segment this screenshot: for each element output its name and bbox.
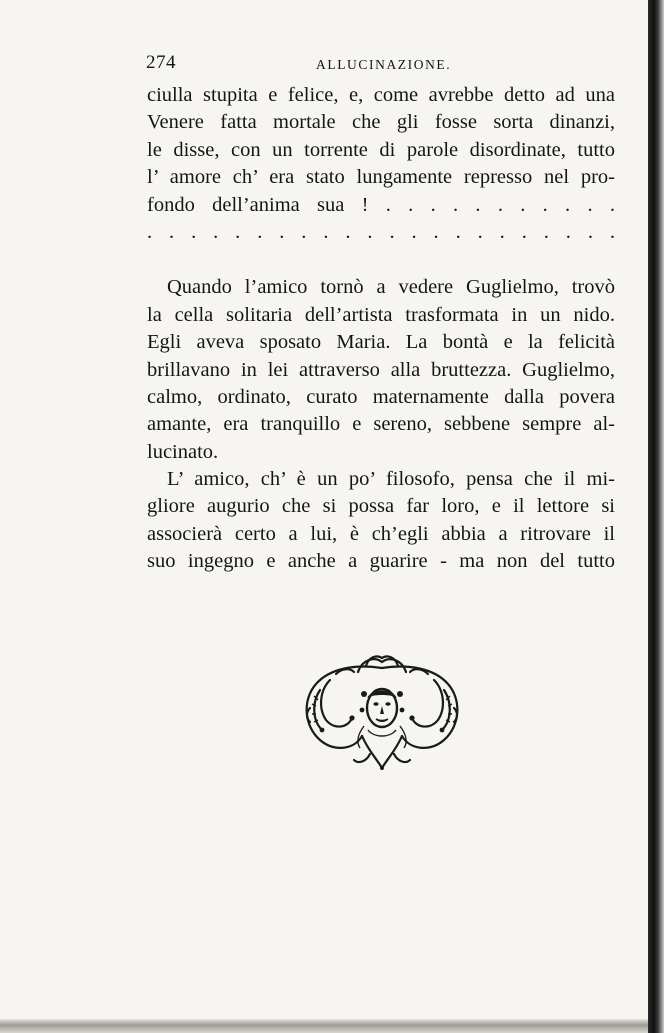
text-line: Venere fatta mortale che gli fosse sorta dinanzi,	[147, 111, 615, 134]
paragraph	[147, 466, 615, 576]
text-line: calmo, ordinato, curato maternamente dalla povera	[147, 385, 615, 408]
paragraph-gap	[147, 246, 615, 274]
text-line: L’ amico, ch’ è un po’ filosofo, pensa che il mi-	[167, 468, 615, 491]
ellipsis-line: . . . . . . . . . . . . . . . . . . . . . .	[147, 220, 615, 243]
page-bottom-edge	[0, 1019, 648, 1033]
text-line: lucinato.	[147, 440, 219, 463]
floral-grotesque-mask-vignette-icon	[296, 650, 468, 772]
page-header	[146, 52, 616, 78]
paragraph-continuation	[147, 82, 615, 246]
text-line: la cella solitaria dell’artista trasformata in un nido.	[147, 303, 615, 326]
text-line: l’ amore ch’ era stato lungamente represso nel pro-	[147, 166, 615, 189]
text-line: Quando l’amico tornò a vedere Guglielmo, trovò	[167, 276, 615, 299]
page-number: 274	[146, 52, 176, 73]
text-line: amante, era tranquillo e sereno, sebbene sempre al-	[147, 413, 615, 436]
text-line: gliore augurio che si possa far loro, e il lettore si	[147, 495, 615, 518]
page-binding-edge	[648, 0, 664, 1033]
body-text	[147, 82, 615, 576]
paragraph	[147, 274, 615, 466]
text-line: Egli aveva sposato Maria. La bontà e la felicità	[147, 331, 615, 354]
text-line: associerà certo a lui, è ch’egli abbia a ritrovare il	[147, 522, 615, 545]
text-line: le disse, con un torrente di parole disordinate, tutto	[147, 138, 615, 161]
text-line: suo ingegno e anche a guarire - ma non del tutto	[147, 550, 615, 573]
text-line: fondo dell’anima sua ! . . . . . . . . . . .	[147, 193, 615, 216]
text-line: brillavano in lei attraverso alla bruttezza. Guglielmo,	[147, 358, 615, 381]
text-line: ciulla stupita e felice, e, come avrebbe detto ad una	[147, 84, 615, 106]
running-title: ALLUCINAZIONE.	[316, 57, 452, 72]
